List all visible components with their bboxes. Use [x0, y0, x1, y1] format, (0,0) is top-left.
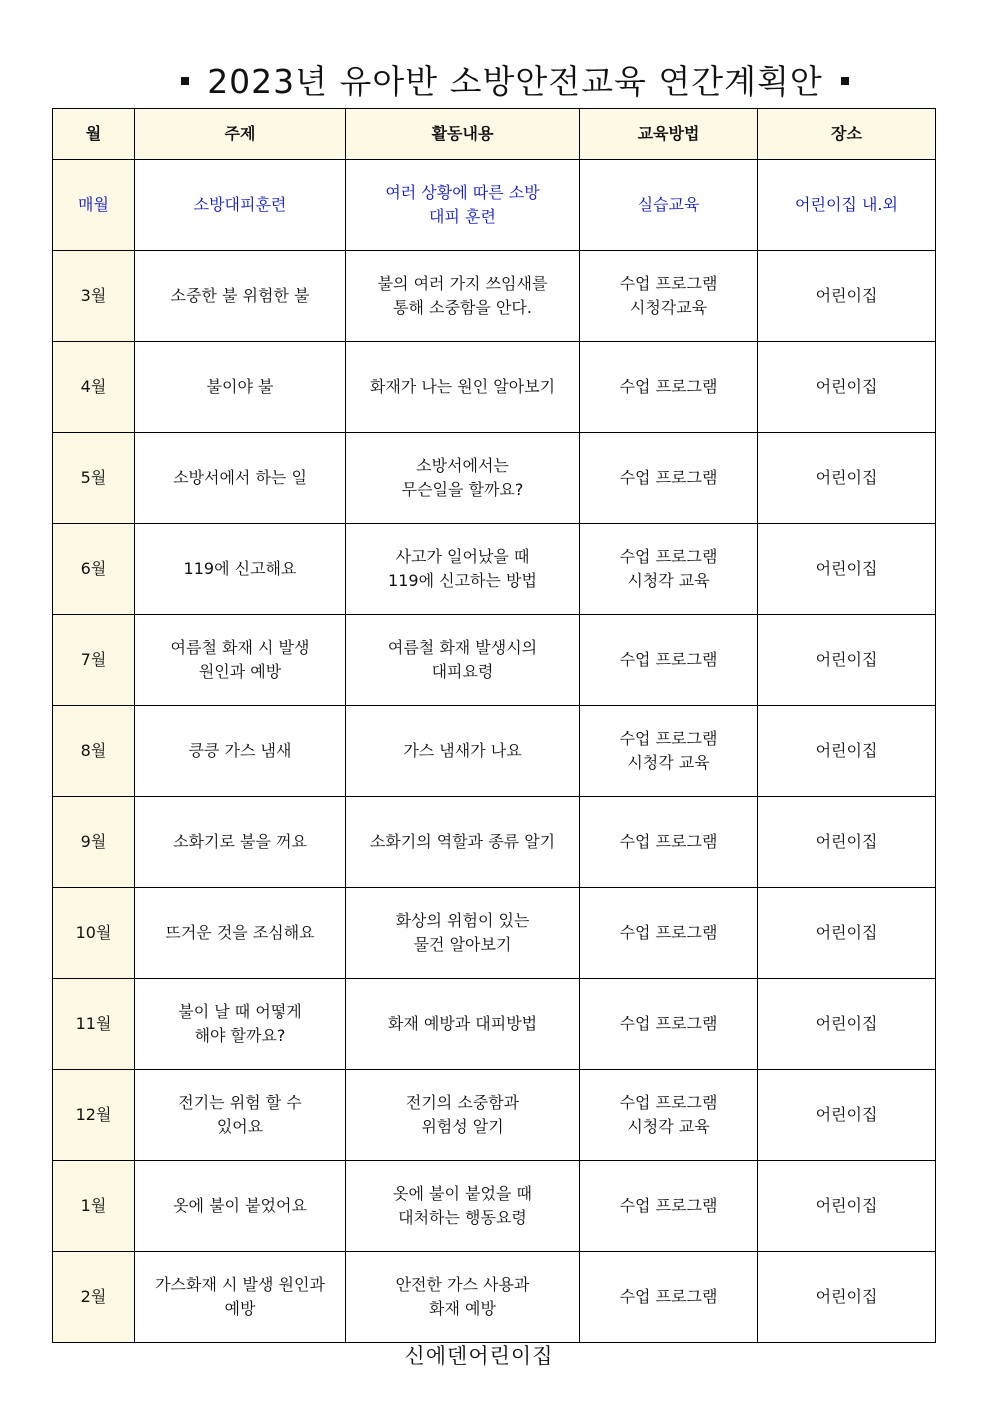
cell-month: 5월: [53, 433, 135, 524]
table-row: [53, 979, 936, 1070]
table-body: [53, 160, 936, 1343]
cell-month: 11월: [53, 979, 135, 1070]
table-row: [53, 524, 936, 615]
cell-activity: [346, 1161, 580, 1252]
cell-month: 4월: [53, 342, 135, 433]
cell-activity-line: 화재 예방: [429, 1299, 496, 1318]
cell-topic-line: 소화기로 불을 꺼요: [173, 832, 307, 851]
cell-method: [580, 342, 758, 433]
cell-topic: [135, 888, 346, 979]
cell-activity: [346, 706, 580, 797]
cell-method: [580, 1252, 758, 1343]
cell-activity-line: 화상의 위험이 있는: [395, 911, 530, 930]
cell-activity-line: 119에 신고하는 방법: [388, 571, 537, 590]
cell-topic-line: 여름철 화재 시 발생: [170, 638, 310, 657]
cell-month: 1월: [53, 1161, 135, 1252]
cell-topic-line: 뜨거운 것을 조심해요: [165, 923, 315, 942]
cell-activity: [346, 1252, 580, 1343]
cell-topic-line: 가스화재 시 발생 원인과: [155, 1275, 325, 1294]
cell-topic: [135, 1161, 346, 1252]
cell-activity: [346, 524, 580, 615]
table-row: [53, 1070, 936, 1161]
cell-month: 10월: [53, 888, 135, 979]
cell-activity: [346, 1070, 580, 1161]
cell-method-line: 실습교육: [637, 195, 700, 214]
table-row: [53, 1252, 936, 1343]
cell-topic: [135, 1252, 346, 1343]
cell-topic-line: 있어요: [216, 1117, 264, 1136]
cell-activity-line: 전기의 소중함과: [405, 1093, 520, 1112]
cell-method-line: 수업 프로그램: [619, 923, 718, 942]
cell-topic-line: 불이 날 때 어떻게: [178, 1002, 302, 1021]
cell-place: 어린이집 내.외: [758, 160, 936, 251]
cell-activity-line: 소화기의 역할과 종류 알기: [369, 832, 556, 851]
cell-topic-line: 해야 할까요?: [194, 1026, 286, 1045]
cell-activity: [346, 160, 580, 251]
cell-method: [580, 615, 758, 706]
cell-activity-line: 안전한 가스 사용과: [395, 1275, 530, 1294]
cell-method: [580, 888, 758, 979]
cell-topic: [135, 251, 346, 342]
header-activity: 활동내용: [346, 109, 580, 160]
table-row: [53, 615, 936, 706]
cell-month: 9월: [53, 797, 135, 888]
cell-method-line: 시청각 교육: [627, 571, 710, 590]
cell-topic-line: 119에 신고해요: [183, 559, 297, 578]
cell-topic-line: 소중한 불 위험한 불: [170, 286, 310, 305]
cell-topic: [135, 797, 346, 888]
cell-method-line: 수업 프로그램: [619, 547, 718, 566]
cell-activity-line: 소방서에서는: [416, 456, 509, 475]
cell-topic: [135, 706, 346, 797]
cell-activity: [346, 433, 580, 524]
cell-month: 7월: [53, 615, 135, 706]
cell-month: 8월: [53, 706, 135, 797]
cell-month: 2월: [53, 1252, 135, 1343]
cell-activity-line: 위험성 알기: [421, 1117, 504, 1136]
cell-activity-line: 통해 소중함을 안다.: [393, 298, 532, 317]
cell-method-line: 수업 프로그램: [619, 832, 718, 851]
table-row: [53, 433, 936, 524]
cell-topic-line: 소방서에서 하는 일: [173, 468, 307, 487]
table-row: [53, 797, 936, 888]
cell-activity-line: 옷에 불이 붙었을 때: [393, 1184, 532, 1203]
cell-method: [580, 797, 758, 888]
cell-method: [580, 1070, 758, 1161]
header-method: 교육방법: [580, 109, 758, 160]
table-row: [53, 251, 936, 342]
cell-activity: [346, 979, 580, 1070]
cell-topic: [135, 160, 346, 251]
table-row: [53, 888, 936, 979]
cell-topic-line: 불이야 불: [206, 377, 274, 396]
cell-method: [580, 251, 758, 342]
cell-method: [580, 1161, 758, 1252]
cell-place: 어린이집: [758, 433, 936, 524]
cell-place: 어린이집: [758, 524, 936, 615]
cell-topic: [135, 342, 346, 433]
cell-place: 어린이집: [758, 797, 936, 888]
footer-org-name: 신에덴어린이집: [404, 1344, 554, 1368]
cell-topic-line: 소방대피훈련: [193, 195, 287, 214]
cell-method: [580, 979, 758, 1070]
cell-activity-line: 불의 여러 가지 쓰임새를: [377, 274, 548, 293]
cell-topic-line: 원인과 예방: [198, 662, 282, 681]
header-month: 월: [53, 109, 135, 160]
cell-activity-line: 화재 예방과 대피방법: [387, 1014, 538, 1033]
cell-method-line: 수업 프로그램: [619, 468, 718, 487]
cell-activity: [346, 888, 580, 979]
cell-place: 어린이집: [758, 1252, 936, 1343]
cell-place: 어린이집: [758, 1070, 936, 1161]
cell-method-line: 수업 프로그램: [619, 729, 718, 748]
cell-method-line: 시청각 교육: [627, 753, 710, 772]
cell-method-line: 시청각 교육: [627, 1117, 710, 1136]
cell-method-line: 수업 프로그램: [619, 650, 718, 669]
cell-place: 어린이집: [758, 706, 936, 797]
cell-activity: [346, 615, 580, 706]
cell-method-line: 수업 프로그램: [619, 1093, 718, 1112]
cell-place: 어린이집: [758, 251, 936, 342]
cell-place: 어린이집: [758, 1161, 936, 1252]
cell-place: 어린이집: [758, 888, 936, 979]
table-row: [53, 342, 936, 433]
cell-topic: [135, 433, 346, 524]
cell-activity-line: 가스 냄새가 나요: [403, 741, 522, 760]
cell-method: [580, 706, 758, 797]
cell-place: 어린이집: [758, 342, 936, 433]
cell-method: [580, 433, 758, 524]
square-bullet-icon: [841, 77, 849, 85]
cell-method-line: 수업 프로그램: [619, 377, 718, 396]
cell-method-line: 수업 프로그램: [619, 274, 718, 293]
cell-month: 3월: [53, 251, 135, 342]
cell-month: 12월: [53, 1070, 135, 1161]
annual-plan-table: [52, 108, 936, 1343]
cell-activity: [346, 251, 580, 342]
page-title: [0, 56, 992, 103]
cell-topic-line: 킁킁 가스 냄새: [188, 741, 292, 760]
cell-topic: [135, 1070, 346, 1161]
header-place: 장소: [758, 109, 936, 160]
table-row: [53, 706, 936, 797]
page-title-text: 2023년 유아반 소방안전교육 연간계획안: [207, 62, 823, 101]
cell-month: 매월: [53, 160, 135, 251]
cell-activity-line: 대처하는 행동요령: [398, 1208, 527, 1227]
cell-activity-line: 물건 알아보기: [413, 935, 512, 954]
table-header-row: [53, 109, 936, 160]
cell-method-line: 수업 프로그램: [619, 1287, 718, 1306]
cell-month: 6월: [53, 524, 135, 615]
cell-topic: [135, 524, 346, 615]
cell-activity-line: 여름철 화재 발생시의: [387, 638, 538, 657]
cell-activity-line: 여러 상황에 따른 소방: [385, 183, 540, 202]
header-topic: 주제: [135, 109, 346, 160]
square-bullet-icon: [181, 77, 189, 85]
cell-method: [580, 160, 758, 251]
cell-method: [580, 524, 758, 615]
cell-place: 어린이집: [758, 979, 936, 1070]
cell-activity-line: 무슨일을 할까요?: [401, 480, 524, 499]
cell-activity-line: 대피 훈련: [429, 207, 496, 226]
cell-topic-line: 옷에 불이 붙었어요: [173, 1196, 307, 1215]
cell-activity-line: 사고가 일어났을 때: [395, 547, 530, 566]
cell-topic: [135, 615, 346, 706]
cell-method-line: 시청각교육: [629, 298, 708, 317]
cell-topic-line: 예방: [224, 1299, 256, 1318]
cell-activity: [346, 797, 580, 888]
cell-activity: [346, 342, 580, 433]
cell-method-line: 수업 프로그램: [619, 1014, 718, 1033]
table-row: [53, 1161, 936, 1252]
cell-place: 어린이집: [758, 615, 936, 706]
cell-topic: [135, 979, 346, 1070]
cell-topic-line: 전기는 위험 할 수: [178, 1093, 302, 1112]
table-row: [53, 160, 936, 251]
cell-method-line: 수업 프로그램: [619, 1196, 718, 1215]
cell-activity-line: 화재가 나는 원인 알아보기: [369, 377, 556, 396]
cell-activity-line: 대피요령: [431, 662, 494, 681]
